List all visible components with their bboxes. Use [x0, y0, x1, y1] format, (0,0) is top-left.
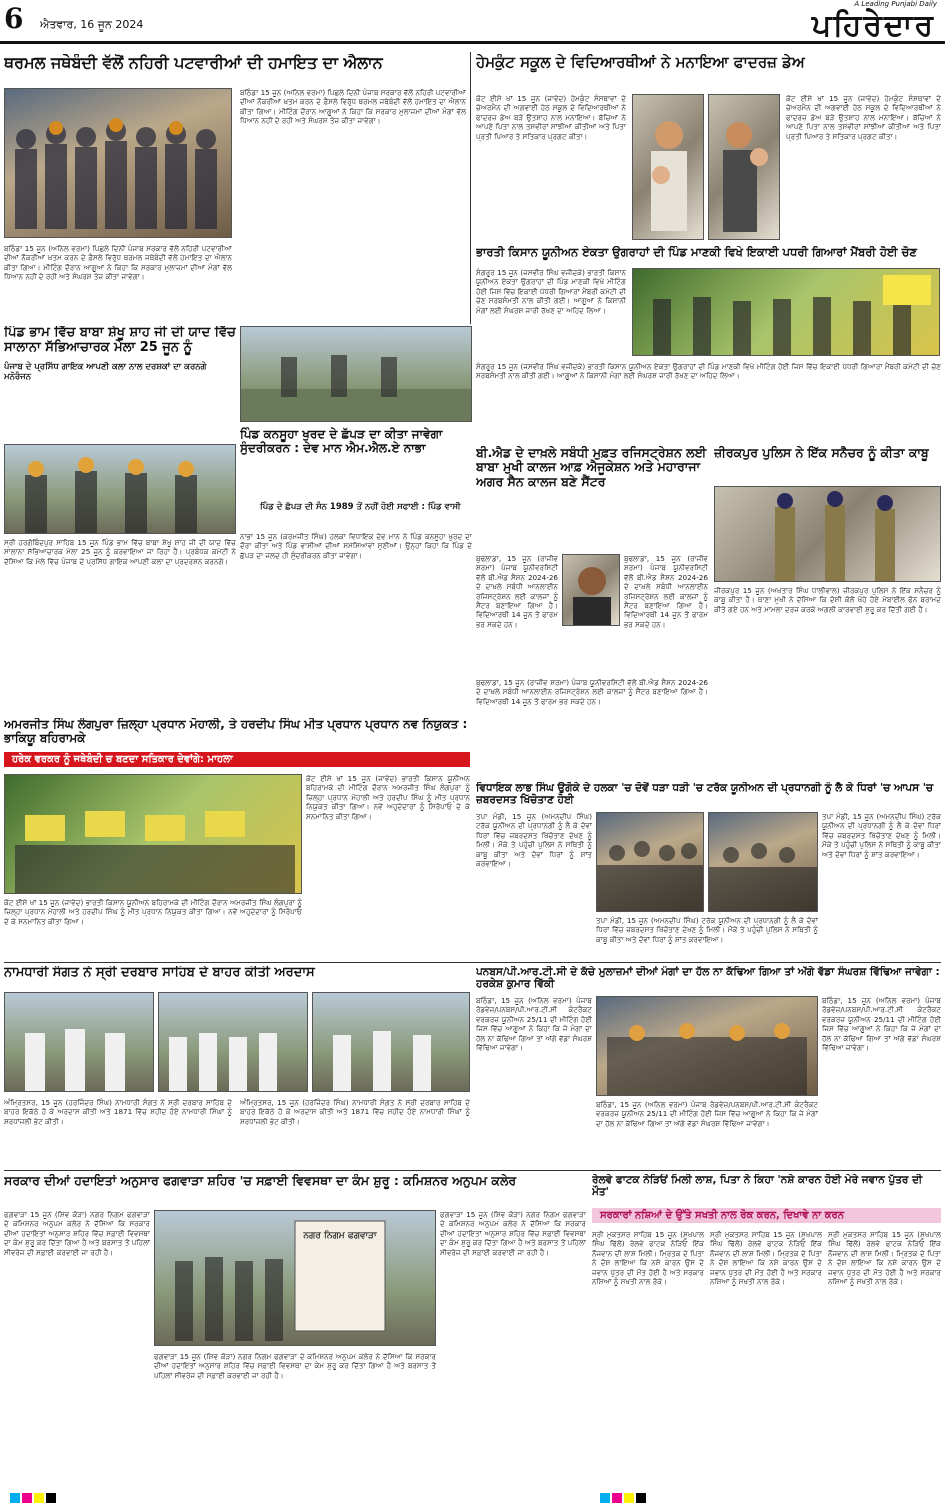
headline: ਪਨਬਸ/ਪੀ.ਆਰ.ਟੀ.ਸੀ ਦੇ ਕੱਚੇ ਮੁਲਾਜ਼ਮਾਂ ਦੀਆਂ ਮੰਗਾਂ ਦਾ ਹੱਲ ਨਾ ਕੱਢਿਆ ਗਿਆ ਤਾਂ ਅੱਗੇ ਵੱਡਾ ਸੰਘਰਸ਼ ਵਿੱਢਿਆ ਜਾਵੇਗਾ : ਹਰਕੇਸ਼ ਕੁਮਾਰ ਵਿੱਕੀ [476, 966, 940, 991]
photo-pond-visit [240, 326, 472, 422]
sign-board-text: ਨਗਰ ਨਿਗਮ ਫਗਵਾੜਾ [303, 1231, 377, 1241]
story-body-col2: ਬਠਿੰਡਾ, 15 ਜੂਨ (ਅਨਿਲ ਵਰਮਾ) ਪੰਜਾਬ ਰੋਡਵੇਜ਼/ਪਨਬਸ/ਪੀ.ਆਰ.ਟੀ.ਸੀ ਕੰਟਰੈਕਟ ਵਰਕਰਜ਼ ਯੂਨੀਅਨ 25/11 ਦੀ ਮੀਟਿੰਗ ਹੋਈ ਜਿਸ ਵਿੱਚ ਆਗੂਆਂ ਨੇ ਕਿਹਾ ਕਿ ਜੇ ਮੰਗਾਂ ਦਾ ਹੱਲ ਨਾ ਕੱਢਿਆ ਗਿਆ ਤਾਂ ਅੱਗੇ ਵੱਡਾ ਸੰਘਰਸ਼ ਵਿੱਢਿਆ ਜਾਵੇਗਾ। [822, 996, 941, 1053]
story-railway [592, 1174, 941, 1488]
story-body-col2: ਕੋਟ ਈਸੇ ਖਾਂ 15 ਜੂਨ (ਜਾਵੇਦ) ਭਾਰਤੀ ਕਿਸਾਨ ਯੂਨੀਅਨ ਬਹਿਰਾਮਕੇ ਦੀ ਮੀਟਿੰਗ ਦੌਰਾਨ ਅਮਰਜੀਤ ਸਿੰਘ ਲੰਗਪੁਰਾ ਨੂੰ ਜ਼ਿਲ੍ਹਾ ਪ੍ਰਧਾਨ ਮੋਹਾਲੀ ਅਤੇ ਹਰਦੀਪ ਸਿੰਘ ਨੂੰ ਮੀਤ ਪ੍ਰਧਾਨ ਨਿਯੁਕਤ ਕੀਤਾ ਗਿਆ। ਨਵੇਂ ਅਹੁਦੇਦਾਰਾਂ ਨੂੰ ਸਿਰੋਪਾਓ ਦੇ ਕੇ ਸਨਮਾਨਿਤ ਕੀਤਾ ਗਿਆ। [4, 898, 302, 926]
story-body: ਸੰਗਰੂਰ 15 ਜੂਨ (ਜਸਵੀਰ ਸਿੰਘ ਵਜੀਦਕੇ) ਭਾਰਤੀ ਕਿਸਾਨ ਯੂਨੀਅਨ ਏਕਤਾ ਉਗਰਾਹਾਂ ਦੀ ਪਿੰਡ ਮਾਣਕੀ ਵਿਖੇ ਮੀਟਿੰਗ ਹੋਈ ਜਿਸ ਵਿੱਚ ਇਕਾਈ ਪੱਧਰੀ ਗਿਆਰਾਂ ਮੈਂਬਰੀ ਕਮੇਟੀ ਦੀ ਚੋਣ ਸਰਬਸੰਮਤੀ ਨਾਲ ਕੀਤੀ ਗਈ। ਆਗੂਆਂ ਨੇ ਕਿਸਾਨੀ ਮੰਗਾਂ ਲਈ ਸੰਘਰਸ਼ ਜਾਰੀ ਰੱਖਣ ਦਾ ਅਹਿਦ ਲਿਆ। [476, 268, 626, 315]
story-body-col3: ਫਗਵਾੜਾ 15 ਜੂਨ (ਸ਼ਿਵ ਕੋੜਾ) ਨਗਰ ਨਿਗਮ ਫਗਵਾੜਾ ਦੇ ਕਮਿਸ਼ਨਰ ਅਨੁਪਮ ਕਲੇਰ ਨੇ ਦੱਸਿਆ ਕਿ ਸਰਕਾਰ ਦੀਆਂ ਹਦਾਇਤਾਂ ਅਨੁਸਾਰ ਸ਼ਹਿਰ ਵਿੱਚ ਸਫ਼ਾਈ ਵਿਵਸਥਾ ਦਾ ਕੰਮ ਸ਼ੁਰੂ ਕਰ ਦਿੱਤਾ ਗਿਆ ਹੈ ਅਤੇ ਬਰਸਾਤ ਤੋਂ ਪਹਿਲਾਂ ਸੀਵਰੇਜ ਦੀ ਸਫ਼ਾਈ ਕਰਵਾਈ ਜਾ ਰਹੀ ਹੈ। [154, 1352, 436, 1380]
story-body-col3: ਬੁਢਲਾਡਾ, 15 ਜੂਨ (ਰਾਜੀਵ ਸ਼ਰਮਾ) ਪੰਜਾਬ ਯੂਨੀਵਰਸਿਟੀ ਵੱਲੋਂ ਬੀ.ਐਡ ਸੈਸ਼ਨ 2024-26 ਦੇ ਦਾਖ਼ਲੇ ਸਬੰਧੀ ਆਨਲਾਈਨ ਰਜਿਸਟ੍ਰੇਸ਼ਨ ਲਈ ਕਾਲਜਾਂ ਨੂੰ ਸੈਂਟਰ ਬਣਾਇਆ ਗਿਆ ਹੈ। ਵਿਦਿਆਰਥੀ 14 ਜੂਨ ਤੋਂ ਫਾਰਮ ਭਰ ਸਕਦੇ ਹਨ। [476, 678, 708, 706]
photo-namdhari-1 [4, 992, 154, 1092]
story-body: ਫਗਵਾੜਾ 15 ਜੂਨ (ਸ਼ਿਵ ਕੋੜਾ) ਨਗਰ ਨਿਗਮ ਫਗਵਾੜਾ ਦੇ ਕਮਿਸ਼ਨਰ ਅਨੁਪਮ ਕਲੇਰ ਨੇ ਦੱਸਿਆ ਕਿ ਸਰਕਾਰ ਦੀਆਂ ਹਦਾਇਤਾਂ ਅਨੁਸਾਰ ਸ਼ਹਿਰ ਵਿੱਚ ਸਫ਼ਾਈ ਵਿਵਸਥਾ ਦਾ ਕੰਮ ਸ਼ੁਰੂ ਕਰ ਦਿੱਤਾ ਗਿਆ ਹੈ ਅਤੇ ਬਰਸਾਤ ਤੋਂ ਪਹਿਲਾਂ ਸੀਵਰੇਜ ਦੀ ਸਫ਼ਾਈ ਕਰਵਾਈ ਜਾ ਰਹੀ ਹੈ। [4, 1210, 150, 1257]
pond-figures [241, 327, 472, 422]
committee-figures [5, 445, 236, 534]
crowd-figures [709, 813, 818, 912]
story-body: ਕੋਟ ਈਸੇ ਖਾਂ 15 ਜੂਨ (ਜਾਵੇਦ) ਹੇਮਕੁੰਟ ਸੰਸਥਾਵਾਂ ਦੇ ਚੇਅਰਮੈਨ ਦੀ ਅਗਵਾਈ ਹੇਠ ਸਕੂਲ ਦੇ ਵਿਦਿਆਰਥੀਆਂ ਨੇ ਫਾਦਰਜ਼ ਡੇਅ ਬੜੇ ਉਤਸ਼ਾਹ ਨਾਲ ਮਨਾਇਆ। ਬੱਚਿਆਂ ਨੇ ਆਪਣੇ ਪਿਤਾ ਨਾਲ ਤਸਵੀਰਾਂ ਸਾਂਝੀਆਂ ਕੀਤੀਆਂ ਅਤੇ ਪਿਤਾ ਪ੍ਰਤੀ ਪਿਆਰ ਤੇ ਸਤਿਕਾਰ ਪ੍ਰਗਟ ਕੀਤਾ। [476, 94, 626, 141]
story-truck-union [476, 782, 941, 958]
sangat-figures [313, 993, 470, 1092]
story-body: ਜ਼ੀਰਕਪੁਰ 15 ਜੂਨ (ਅਖਤਾਰ ਸਿੰਘ ਧਾਲੀਵਾਲ) ਜ਼ੀਰਕਪੁਰ ਪੁਲਿਸ ਨੇ ਇੱਕ ਸਨੈਚਰ ਨੂੰ ਕਾਬੂ ਕੀਤਾ ਹੈ। ਥਾਣਾ ਮੁਖੀ ਨੇ ਦੱਸਿਆ ਕਿ ਦੋਸ਼ੀ ਕੋਲੋਂ ਖੋਹੇ ਹੋਏ ਮੋਬਾਈਲ ਫੋਨ ਬਰਾਮਦ ਕੀਤੇ ਗਏ ਹਨ ਅਤੇ ਮਾਮਲਾ ਦਰਜ ਕਰਕੇ ਅਗਲੀ ਕਾਰਵਾਈ ਸ਼ੁਰੂ ਕਰ ਦਿੱਤੀ ਗਈ ਹੈ। [714, 586, 941, 614]
dek: ਪਿੰਡ ਦੇ ਛੱਪੜ ਦੀ ਸੰਨ 1989 ਤੋਂ ਨਹੀਂ ਹੋਈ ਸਫਾਈ : ਪਿੰਡ ਵਾਸੀ [260, 502, 461, 512]
section-rule [4, 1170, 941, 1171]
story-kisan-union [476, 246, 941, 442]
father-child-figure [633, 95, 704, 240]
story-body: ਬੁਢਲਾਡਾ, 15 ਜੂਨ (ਰਾਜੀਵ ਸ਼ਰਮਾ) ਪੰਜਾਬ ਯੂਨੀਵਰਸਿਟੀ ਵੱਲੋਂ ਬੀ.ਐਡ ਸੈਸ਼ਨ 2024-26 ਦੇ ਦਾਖ਼ਲੇ ਸਬੰਧੀ ਆਨਲਾਈਨ ਰਜਿਸਟ੍ਰੇਸ਼ਨ ਲਈ ਕਾਲਜਾਂ ਨੂੰ ਸੈਂਟਰ ਬਣਾਇਆ ਗਿਆ ਹੈ। ਵਿਦਿਆਰਥੀ 14 ਜੂਨ ਤੋਂ ਫਾਰਮ ਭਰ ਸਕਦੇ ਹਨ। [476, 554, 558, 629]
headline: ਪਿੰਡ ਕਨਸੂਹਾ ਖੁਰਦ ਦੇ ਛੱਪੜ ਦਾ ਕੀਤਾ ਜਾਵੇਗਾ ਸੁੰਦਰੀਕਰਨ : ਦੇਵ ਮਾਨ ਐਮ.ਐਲ.ਏ ਨਾਭਾ [240, 427, 443, 455]
photo-group [4, 88, 232, 238]
story-kansuha [240, 326, 472, 674]
column-rule [470, 52, 471, 324]
union-members-figures [633, 269, 940, 356]
headline: ਬੀ.ਐਡ ਦੇ ਦਾਖ਼ਲੇ ਸਬੰਧੀ ਮੁਫ਼ਤ ਰਜਿਸਟ੍ਰੇਸ਼ਨ ਲਈ ਬਾਬਾ ਮੁਖੀ ਕਾਲਜ ਆਫ਼ ਐਜੂਕੇਸ਼ਨ ਅਤੇ ਮਹਾਰਾਜਾ ਅਗਰ ਸੈਨ ਕਾਲਜ ਬਣੇ ਸੈਂਟਰ [476, 446, 707, 489]
headline: ਥਰਮਲ ਜਥੇਬੰਦੀ ਵੱਲੋਂ ਨਹਿਰੀ ਪਟਵਾਰੀਆਂ ਦੀ ਹਮਾਇਤ ਦਾ ਐਲਾਨ [4, 54, 383, 72]
workers-figures [597, 997, 818, 1096]
headline: ਜ਼ੀਰਕਪੁਰ ਪੁਲਿਸ ਨੇ ਇੱਕ ਸਨੈਚਰ ਨੂੰ ਕੀਤਾ ਕਾਬੂ [714, 446, 929, 460]
story-body-col3: ਸ੍ਰੀ ਮੁਕਤਸਰ ਸਾਹਿਬ 15 ਜੂਨ (ਸੁਖਪਾਲ ਸਿੰਘ ਢਿੱਲੋਂ) ਰੇਲਵੇ ਫਾਟਕ ਨੇੜਿਓਂ ਇੱਕ ਨੌਜਵਾਨ ਦੀ ਲਾਸ਼ ਮਿਲੀ। ਮ੍ਰਿਤਕ ਦੇ ਪਿਤਾ ਨੇ ਦੋਸ਼ ਲਾਇਆ ਕਿ ਨਸ਼ੇ ਕਾਰਨ ਉਸ ਦੇ ਜਵਾਨ ਪੁੱਤਰ ਦੀ ਮੌਤ ਹੋਈ ਹੈ ਅਤੇ ਸਰਕਾਰ ਨਸ਼ਿਆਂ ਨੂੰ ਸਖਤੀ ਨਾਲ ਰੋਕੇ। [828, 1230, 941, 1287]
photo-workers-meeting [596, 996, 818, 1096]
sangat-figures [5, 993, 154, 1092]
newspaper-title: ਪਹਿਰੇਦਾਰ [811, 8, 935, 43]
story-body: ਸ੍ਰੀ ਹਰਗੋਬਿੰਦਪੁਰ ਸਾਹਿਬ 15 ਜੂਨ ਪਿੰਡ ਭਾਮ ਵਿੱਚ ਬਾਬਾ ਸ਼ੇਖੂ ਸ਼ਾਹ ਜੀ ਦੀ ਯਾਦ ਵਿੱਚ ਸਾਲਾਨਾ ਸੱਭਿਆਚਾਰਕ ਮੇਲਾ 25 ਜੂਨ ਨੂੰ ਕਰਵਾਇਆ ਜਾ ਰਿਹਾ ਹੈ। ਪ੍ਰਬੰਧਕ ਕਮੇਟੀ ਨੇ ਦੱਸਿਆ ਕਿ ਮੇਲੇ ਵਿੱਚ ਪੰਜਾਬ ਦੇ ਪ੍ਰਸਿੱਧ ਗਾਇਕ ਆਪਣੀ ਕਲਾ ਦਾ ਪ੍ਰਦਰਸ਼ਨ ਕਰਨਗੇ। [4, 538, 236, 566]
story-body-col3: ਬਠਿੰਡਾ, 15 ਜੂਨ (ਅਨਿਲ ਵਰਮਾ) ਪੰਜਾਬ ਰੋਡਵੇਜ਼/ਪਨਬਸ/ਪੀ.ਆਰ.ਟੀ.ਸੀ ਕੰਟਰੈਕਟ ਵਰਕਰਜ਼ ਯੂਨੀਅਨ 25/11 ਦੀ ਮੀਟਿੰਗ ਹੋਈ ਜਿਸ ਵਿੱਚ ਆਗੂਆਂ ਨੇ ਕਿਹਾ ਕਿ ਜੇ ਮੰਗਾਂ ਦਾ ਹੱਲ ਨਾ ਕੱਢਿਆ ਗਿਆ ਤਾਂ ਅੱਗੇ ਵੱਡਾ ਸੰਘਰਸ਼ ਵਿੱਢਿਆ ਜਾਵੇਗਾ। [596, 1100, 818, 1128]
story-body-col3: ਤਪਾ ਮੰਡੀ, 15 ਜੂਨ (ਅਮਨਦੀਪ ਸਿੰਘ) ਟਰੱਕ ਯੂਨੀਅਨ ਦੀ ਪ੍ਰਧਾਨਗੀ ਨੂੰ ਲੈ ਕੇ ਦੋਵਾਂ ਧਿਰਾਂ ਵਿੱਚ ਜ਼ਬਰਦਸਤ ਖਿੱਚੋਤਾਣ ਦੇਖਣ ਨੂੰ ਮਿਲੀ। ਮੌਕੇ ਤੇ ਪਹੁੰਚੀ ਪੁਲਿਸ ਨੇ ਸਥਿਤੀ ਨੂੰ ਕਾਬੂ ਕੀਤਾ ਅਤੇ ਦੋਵਾਂ ਧਿਰਾਂ ਨੂੰ ਸ਼ਾਂਤ ਕਰਵਾਇਆ। [596, 916, 818, 944]
story-bham-mela [4, 326, 236, 674]
story-body: ਬਠਿੰਡਾ 15 ਜੂਨ (ਅਨਿਲ ਵਰਮਾ) ਪਿਛਲੇ ਦਿਨੀਂ ਪੰਜਾਬ ਸਰਕਾਰ ਵੱਲੋਂ ਨਹਿਰੀ ਪਟਵਾਰੀਆਂ ਦੀਆਂ ਨੌਕਰੀਆਂ ਖ਼ਤਮ ਕਰਨ ਦੇ ਫ਼ੈਸਲੇ ਵਿਰੁੱਧ ਥਰਮਲ ਜਥੇਬੰਦੀ ਵੱਲੋਂ ਹਮਾਇਤ ਦਾ ਐਲਾਨ ਕੀਤਾ ਗਿਆ। ਮੀਟਿੰਗ ਦੌਰਾਨ ਆਗੂਆਂ ਨੇ ਕਿਹਾ ਕਿ ਸਰਕਾਰ ਮੁਲਾਜ਼ਮਾਂ ਦੀਆਂ ਮੰਗਾਂ ਵੱਲ ਧਿਆਨ ਨਹੀਂ ਦੇ ਰਹੀ ਅਤੇ ਸੰਘਰਸ਼ ਤੇਜ਼ ਕੀਤਾ ਜਾਵੇਗਾ। [4, 244, 232, 282]
tagline: A Leading Punjabi Daily [854, 0, 937, 8]
story-namdhari [4, 966, 470, 1166]
group-photo-figures [5, 89, 232, 238]
story-hemkunt [476, 54, 941, 242]
photo-fathers-day-1 [632, 94, 704, 240]
highlight-strip: ਹਰੇਕ ਵਰਕਰ ਨੂੰ ਜਥੇਬੰਦੀ ਚ ਬਣਦਾ ਸਤਿਕਾਰ ਦੇਵਾਂਗੇ: ਮਾਹਲਾ [4, 752, 470, 767]
headline: ਨਾਮਧਾਰੀ ਸੰਗਤ ਨੇ ਸ੍ਰੀ ਦਰਬਾਰ ਸਾਹਿਬ ਦੇ ਬਾਹਰ ਕੀਤੀ ਅਰਦਾਸ [4, 966, 315, 980]
dateline: ਐਤਵਾਰ, 16 ਜੂਨ 2024 [40, 18, 144, 31]
registration-marks-left [10, 1493, 56, 1503]
headline: ਰੇਲਵੇ ਫਾਟਕ ਨੇੜਿਓਂ ਮਿਲੀ ਲਾਸ਼, ਪਿਤਾ ਨੇ ਕਿਹਾ 'ਨਸ਼ੇ ਕਾਰਨ ਹੋਈ ਮੇਰੇ ਜਵਾਨ ਪੁੱਤਰ ਦੀ ਮੌਤ' [592, 1174, 923, 1199]
headline: ਪਿੰਡ ਭਾਮ ਵਿੱਚ ਬਾਬਾ ਸ਼ੇਖੂ ਸ਼ਾਹ ਜੀ ਦੀ ਯਾਦ ਵਿੱਚ ਸਾਲਾਨਾ ਸੱਭਿਆਚਾਰਕ ਮੇਲਾ 25 ਜੂਨ ਨੂੰ [4, 326, 236, 355]
story-body-col2: ਕੋਟ ਈਸੇ ਖਾਂ 15 ਜੂਨ (ਜਾਵੇਦ) ਹੇਮਕੁੰਟ ਸੰਸਥਾਵਾਂ ਦੇ ਚੇਅਰਮੈਨ ਦੀ ਅਗਵਾਈ ਹੇਠ ਸਕੂਲ ਦੇ ਵਿਦਿਆਰਥੀਆਂ ਨੇ ਫਾਦਰਜ਼ ਡੇਅ ਬੜੇ ਉਤਸ਼ਾਹ ਨਾਲ ਮਨਾਇਆ। ਬੱਚਿਆਂ ਨੇ ਆਪਣੇ ਪਿਤਾ ਨਾਲ ਤਸਵੀਰਾਂ ਸਾਂਝੀਆਂ ਕੀਤੀਆਂ ਅਤੇ ਪਿਤਾ ਪ੍ਰਤੀ ਪਿਆਰ ਤੇ ਸਤਿਕਾਰ ਪ੍ਰਗਟ ਕੀਤਾ। [786, 94, 941, 141]
registration-marks-center [600, 1493, 646, 1503]
story-thermal [4, 54, 466, 324]
headline: ਸਰਕਾਰ ਦੀਆਂ ਹਦਾਇਤਾਂ ਅਨੁਸਾਰ ਫਗਵਾੜਾ ਸ਼ਹਿਰ 'ਚ ਸਫ਼ਾਈ ਵਿਵਸਥਾ ਦਾ ਕੰਮ ਸ਼ੁਰੂ : ਕਮਿਸ਼ਨਰ ਅਨੁਪਮ ਕਲੇਰ [4, 1174, 517, 1188]
photo-namdhari-3 [312, 992, 470, 1092]
story-body-col2: ਸੰਗਰੂਰ 15 ਜੂਨ (ਜਸਵੀਰ ਸਿੰਘ ਵਜੀਦਕੇ) ਭਾਰਤੀ ਕਿਸਾਨ ਯੂਨੀਅਨ ਏਕਤਾ ਉਗਰਾਹਾਂ ਦੀ ਪਿੰਡ ਮਾਣਕੀ ਵਿਖੇ ਮੀਟਿੰਗ ਹੋਈ ਜਿਸ ਵਿੱਚ ਇਕਾਈ ਪੱਧਰੀ ਗਿਆਰਾਂ ਮੈਂਬਰੀ ਕਮੇਟੀ ਦੀ ਚੋਣ ਸਰਬਸੰਮਤੀ ਨਾਲ ਕੀਤੀ ਗਈ। ਆਗੂਆਂ ਨੇ ਕਿਸਾਨੀ ਮੰਗਾਂ ਲਈ ਸੰਘਰਸ਼ ਜਾਰੀ ਰੱਖਣ ਦਾ ਅਹਿਦ ਲਿਆ। [476, 362, 941, 381]
headline: ਹੇਮਕੁੰਟ ਸਕੂਲ ਦੇ ਵਿਦਿਆਰਥੀਆਂ ਨੇ ਮਨਾਇਆ ਫਾਦਰਜ਼ ਡੇਅ [476, 54, 805, 71]
story-body-col2: ਸ੍ਰੀ ਮੁਕਤਸਰ ਸਾਹਿਬ 15 ਜੂਨ (ਸੁਖਪਾਲ ਸਿੰਘ ਢਿੱਲੋਂ) ਰੇਲਵੇ ਫਾਟਕ ਨੇੜਿਓਂ ਇੱਕ ਨੌਜਵਾਨ ਦੀ ਲਾਸ਼ ਮਿਲੀ। ਮ੍ਰਿਤਕ ਦੇ ਪਿਤਾ ਨੇ ਦੋਸ਼ ਲਾਇਆ ਕਿ ਨਸ਼ੇ ਕਾਰਨ ਉਸ ਦੇ ਜਵਾਨ ਪੁੱਤਰ ਦੀ ਮੌਤ ਹੋਈ ਹੈ ਅਤੇ ਸਰਕਾਰ ਨਸ਼ਿਆਂ ਨੂੰ ਸਖਤੀ ਨਾਲ ਰੋਕੇ। [710, 1230, 822, 1287]
photo-mela-committee [4, 444, 236, 534]
story-body: ਸ੍ਰੀ ਮੁਕਤਸਰ ਸਾਹਿਬ 15 ਜੂਨ (ਸੁਖਪਾਲ ਸਿੰਘ ਢਿੱਲੋਂ) ਰੇਲਵੇ ਫਾਟਕ ਨੇੜਿਓਂ ਇੱਕ ਨੌਜਵਾਨ ਦੀ ਲਾਸ਼ ਮਿਲੀ। ਮ੍ਰਿਤਕ ਦੇ ਪਿਤਾ ਨੇ ਦੋਸ਼ ਲਾਇਆ ਕਿ ਨਸ਼ੇ ਕਾਰਨ ਉਸ ਦੇ ਜਵਾਨ ਪੁੱਤਰ ਦੀ ਮੌਤ ਹੋਈ ਹੈ ਅਤੇ ਸਰਕਾਰ ਨਸ਼ਿਆਂ ਨੂੰ ਸਖਤੀ ਨਾਲ ਰੋਕੇ। [592, 1230, 704, 1287]
photo-union-meeting [632, 268, 940, 356]
photo-police [714, 486, 941, 582]
headline: ਵਿਧਾਇਕ ਲਾਭ ਸਿੰਘ ਉਗੋਕੇ ਦੇ ਹਲਕਾ 'ਚ ਦੋਵੇਂ ਧੜਾ ਧੜੀ 'ਚ ਟਰੱਕ ਯੂਨੀਅਨ ਦੀ ਪ੍ਰਧਾਨਗੀ ਨੂੰ ਲੈ ਕੇ ਧਿਰਾਂ 'ਚ ਆਪਸ 'ਚ ਜ਼ਬਰਦਸਤ ਖਿੱਚੋਤਾਣ ਹੋਈ [476, 782, 934, 807]
photo-namdhari-2 [158, 992, 308, 1092]
story-punbus [476, 966, 941, 1166]
police-figures [715, 487, 941, 582]
masthead [0, 0, 945, 44]
story-phagwara [4, 1174, 586, 1488]
story-body: ਅੰਮ੍ਰਿਤਸਰ, 15 ਜੂਨ (ਹਰਜਿੰਦਰ ਸਿੰਘ) ਨਾਮਧਾਰੀ ਸੰਗਤ ਨੇ ਸ੍ਰੀ ਦਰਬਾਰ ਸਾਹਿਬ ਦੇ ਬਾਹਰ ਇਕੱਠੇ ਹੋ ਕੇ ਅਰਦਾਸ ਕੀਤੀ ਅਤੇ 1871 ਵਿੱਚ ਸ਼ਹੀਦ ਹੋਏ ਨਾਮਧਾਰੀ ਸਿੰਘਾਂ ਨੂੰ ਸ਼ਰਧਾਂਜਲੀ ਭੇਟ ਕੀਤੀ। [4, 1098, 232, 1126]
story-body: ਤਪਾ ਮੰਡੀ, 15 ਜੂਨ (ਅਮਨਦੀਪ ਸਿੰਘ) ਟਰੱਕ ਯੂਨੀਅਨ ਦੀ ਪ੍ਰਧਾਨਗੀ ਨੂੰ ਲੈ ਕੇ ਦੋਵਾਂ ਧਿਰਾਂ ਵਿੱਚ ਜ਼ਬਰਦਸਤ ਖਿੱਚੋਤਾਣ ਦੇਖਣ ਨੂੰ ਮਿਲੀ। ਮੌਕੇ ਤੇ ਪਹੁੰਚੀ ਪੁਲਿਸ ਨੇ ਸਥਿਤੀ ਨੂੰ ਕਾਬੂ ਕੀਤਾ ਅਤੇ ਦੋਵਾਂ ਧਿਰਾਂ ਨੂੰ ਸ਼ਾਂਤ ਕਰਵਾਇਆ। [476, 812, 592, 869]
photo-fathers-day-2 [708, 94, 780, 240]
photo-principal-portrait [562, 554, 620, 626]
portrait-figure [563, 555, 620, 626]
photo-truck-union [596, 812, 704, 912]
union-members-figures [5, 775, 302, 894]
photo-union-appointments [4, 774, 302, 894]
story-body-col2: ਬੁਢਲਾਡਾ, 15 ਜੂਨ (ਰਾਜੀਵ ਸ਼ਰਮਾ) ਪੰਜਾਬ ਯੂਨੀਵਰਸਿਟੀ ਵੱਲੋਂ ਬੀ.ਐਡ ਸੈਸ਼ਨ 2024-26 ਦੇ ਦਾਖ਼ਲੇ ਸਬੰਧੀ ਆਨਲਾਈਨ ਰਜਿਸਟ੍ਰੇਸ਼ਨ ਲਈ ਕਾਲਜਾਂ ਨੂੰ ਸੈਂਟਰ ਬਣਾਇਆ ਗਿਆ ਹੈ। ਵਿਦਿਆਰਥੀ 14 ਜੂਨ ਤੋਂ ਫਾਰਮ ਭਰ ਸਕਦੇ ਹਨ। [624, 554, 708, 629]
photo-truck-union-2 [708, 812, 818, 912]
father-child-figure [709, 95, 780, 240]
dek: ਪੰਜਾਬ ਦੇ ਪ੍ਰਸਿੱਧ ਗਾਇਕ ਆਪਣੀ ਕਲਾ ਨਾਲ ਦਰਸ਼ਕਾਂ ਦਾ ਕਰਨਗੇ ਮਨੋਰੰਜਨ [4, 361, 207, 382]
photo-commissioner-visit [154, 1210, 436, 1346]
headline: ਅਮਰਜੀਤ ਸਿੰਘ ਲੰਗਪੁਰਾ ਜ਼ਿਲ੍ਹਾ ਪ੍ਰਧਾਨ ਮੋਹਾਲੀ, ਤੇ ਹਰਦੀਪ ਸਿੰਘ ਮੀਤ ਪ੍ਰਧਾਨ ਪ੍ਰਧਾਨ ਨਵ ਨਿਯੁਕਤ : ਭਾਕਿਯੂ ਬਹਿਰਾਮਕੇ [4, 718, 468, 745]
story-body: ਬਠਿੰਡਾ, 15 ਜੂਨ (ਅਨਿਲ ਵਰਮਾ) ਪੰਜਾਬ ਰੋਡਵੇਜ਼/ਪਨਬਸ/ਪੀ.ਆਰ.ਟੀ.ਸੀ ਕੰਟਰੈਕਟ ਵਰਕਰਜ਼ ਯੂਨੀਅਨ 25/11 ਦੀ ਮੀਟਿੰਗ ਹੋਈ ਜਿਸ ਵਿੱਚ ਆਗੂਆਂ ਨੇ ਕਿਹਾ ਕਿ ਜੇ ਮੰਗਾਂ ਦਾ ਹੱਲ ਨਾ ਕੱਢਿਆ ਗਿਆ ਤਾਂ ਅੱਗੇ ਵੱਡਾ ਸੰਘਰਸ਼ ਵਿੱਢਿਆ ਜਾਵੇਗਾ। [476, 996, 592, 1053]
story-zirakpur [714, 446, 941, 778]
story-body-col2: ਫਗਵਾੜਾ 15 ਜੂਨ (ਸ਼ਿਵ ਕੋੜਾ) ਨਗਰ ਨਿਗਮ ਫਗਵਾੜਾ ਦੇ ਕਮਿਸ਼ਨਰ ਅਨੁਪਮ ਕਲੇਰ ਨੇ ਦੱਸਿਆ ਕਿ ਸਰਕਾਰ ਦੀਆਂ ਹਦਾਇਤਾਂ ਅਨੁਸਾਰ ਸ਼ਹਿਰ ਵਿੱਚ ਸਫ਼ਾਈ ਵਿਵਸਥਾ ਦਾ ਕੰਮ ਸ਼ੁਰੂ ਕਰ ਦਿੱਤਾ ਗਿਆ ਹੈ ਅਤੇ ਬਰਸਾਤ ਤੋਂ ਪਹਿਲਾਂ ਸੀਵਰੇਜ ਦੀ ਸਫ਼ਾਈ ਕਰਵਾਈ ਜਾ ਰਹੀ ਹੈ। [440, 1210, 586, 1257]
story-bed-admission [476, 446, 708, 778]
section-rule [4, 962, 941, 963]
sanitation-visit-figures [155, 1211, 436, 1346]
story-body: ਕੋਟ ਈਸੇ ਖਾਂ 15 ਜੂਨ (ਜਾਵੇਦ) ਭਾਰਤੀ ਕਿਸਾਨ ਯੂਨੀਅਨ ਬਹਿਰਾਮਕੇ ਦੀ ਮੀਟਿੰਗ ਦੌਰਾਨ ਅਮਰਜੀਤ ਸਿੰਘ ਲੰਗਪੁਰਾ ਨੂੰ ਜ਼ਿਲ੍ਹਾ ਪ੍ਰਧਾਨ ਮੋਹਾਲੀ ਅਤੇ ਹਰਦੀਪ ਸਿੰਘ ਨੂੰ ਮੀਤ ਪ੍ਰਧਾਨ ਨਿਯੁਕਤ ਕੀਤਾ ਗਿਆ। ਨਵੇਂ ਅਹੁਦੇਦਾਰਾਂ ਨੂੰ ਸਿਰੋਪਾਓ ਦੇ ਕੇ ਸਨਮਾਨਿਤ ਕੀਤਾ ਗਿਆ। [306, 774, 470, 821]
page-number: 6 [4, 2, 24, 35]
highlight-strip: ਸਰਕਾਰਾਂ ਨਸ਼ਿਆਂ ਦੇ ਉੱਤੇ ਸਖਤੀ ਨਾਲ ਰੋਕ ਕਰਨ, ਦਿਖਾਵੇ ਨਾ ਕਰਨ [592, 1208, 941, 1223]
sangat-figures [159, 993, 308, 1092]
story-body-col2: ਤਪਾ ਮੰਡੀ, 15 ਜੂਨ (ਅਮਨਦੀਪ ਸਿੰਘ) ਟਰੱਕ ਯੂਨੀਅਨ ਦੀ ਪ੍ਰਧਾਨਗੀ ਨੂੰ ਲੈ ਕੇ ਦੋਵਾਂ ਧਿਰਾਂ ਵਿੱਚ ਜ਼ਬਰਦਸਤ ਖਿੱਚੋਤਾਣ ਦੇਖਣ ਨੂੰ ਮਿਲੀ। ਮੌਕੇ ਤੇ ਪਹੁੰਚੀ ਪੁਲਿਸ ਨੇ ਸਥਿਤੀ ਨੂੰ ਕਾਬੂ ਕੀਤਾ ਅਤੇ ਦੋਵਾਂ ਧਿਰਾਂ ਨੂੰ ਸ਼ਾਂਤ ਕਰਵਾਇਆ। [822, 812, 941, 859]
story-body-col2: ਬਠਿੰਡਾ 15 ਜੂਨ (ਅਨਿਲ ਵਰਮਾ) ਪਿਛਲੇ ਦਿਨੀਂ ਪੰਜਾਬ ਸਰਕਾਰ ਵੱਲੋਂ ਨਹਿਰੀ ਪਟਵਾਰੀਆਂ ਦੀਆਂ ਨੌਕਰੀਆਂ ਖ਼ਤਮ ਕਰਨ ਦੇ ਫ਼ੈਸਲੇ ਵਿਰੁੱਧ ਥਰਮਲ ਜਥੇਬੰਦੀ ਵੱਲੋਂ ਹਮਾਇਤ ਦਾ ਐਲਾਨ ਕੀਤਾ ਗਿਆ। ਮੀਟਿੰਗ ਦੌਰਾਨ ਆਗੂਆਂ ਨੇ ਕਿਹਾ ਕਿ ਸਰਕਾਰ ਮੁਲਾਜ਼ਮਾਂ ਦੀਆਂ ਮੰਗਾਂ ਵੱਲ ਧਿਆਨ ਨਹੀਂ ਦੇ ਰਹੀ ਅਤੇ ਸੰਘਰਸ਼ ਤੇਜ਼ ਕੀਤਾ ਜਾਵੇਗਾ। [240, 88, 466, 126]
crowd-figures [597, 813, 704, 912]
story-amarjit [4, 718, 470, 958]
headline: ਭਾਰਤੀ ਕਿਸਾਨ ਯੂਨੀਅਨ ਏਕਤਾ ਉਗਰਾਹਾਂ ਦੀ ਪਿੰਡ ਮਾਣਕੀ ਵਿਖੇ ਇਕਾਈ ਪਧਰੀ ਗਿਆਰਾਂ ਮੈਂਬਰੀ ਹੋਈ ਚੋਣ [476, 246, 917, 259]
story-body: ਨਾਭਾ 15 ਜੂਨ (ਕਰਮਜੀਤ ਸਿੰਘ) ਹਲਕਾ ਵਿਧਾਇਕ ਦੇਵ ਮਾਨ ਨੇ ਪਿੰਡ ਕਨਸੂਹਾ ਖੁਰਦ ਦਾ ਦੌਰਾ ਕੀਤਾ ਅਤੇ ਪਿੰਡ ਵਾਸੀਆਂ ਦੀਆਂ ਸਮੱਸਿਆਵਾਂ ਸੁਣੀਆਂ। ਉਨ੍ਹਾਂ ਕਿਹਾ ਕਿ ਪਿੰਡ ਦੇ ਛੱਪੜ ਦਾ ਜਲਦ ਹੀ ਸੁੰਦਰੀਕਰਨ ਕੀਤਾ ਜਾਵੇਗਾ। [240, 532, 472, 560]
story-body-col2: ਅੰਮ੍ਰਿਤਸਰ, 15 ਜੂਨ (ਹਰਜਿੰਦਰ ਸਿੰਘ) ਨਾਮਧਾਰੀ ਸੰਗਤ ਨੇ ਸ੍ਰੀ ਦਰਬਾਰ ਸਾਹਿਬ ਦੇ ਬਾਹਰ ਇਕੱਠੇ ਹੋ ਕੇ ਅਰਦਾਸ ਕੀਤੀ ਅਤੇ 1871 ਵਿੱਚ ਸ਼ਹੀਦ ਹੋਏ ਨਾਮਧਾਰੀ ਸਿੰਘਾਂ ਨੂੰ ਸ਼ਰਧਾਂਜਲੀ ਭੇਟ ਕੀਤੀ। [240, 1098, 470, 1126]
